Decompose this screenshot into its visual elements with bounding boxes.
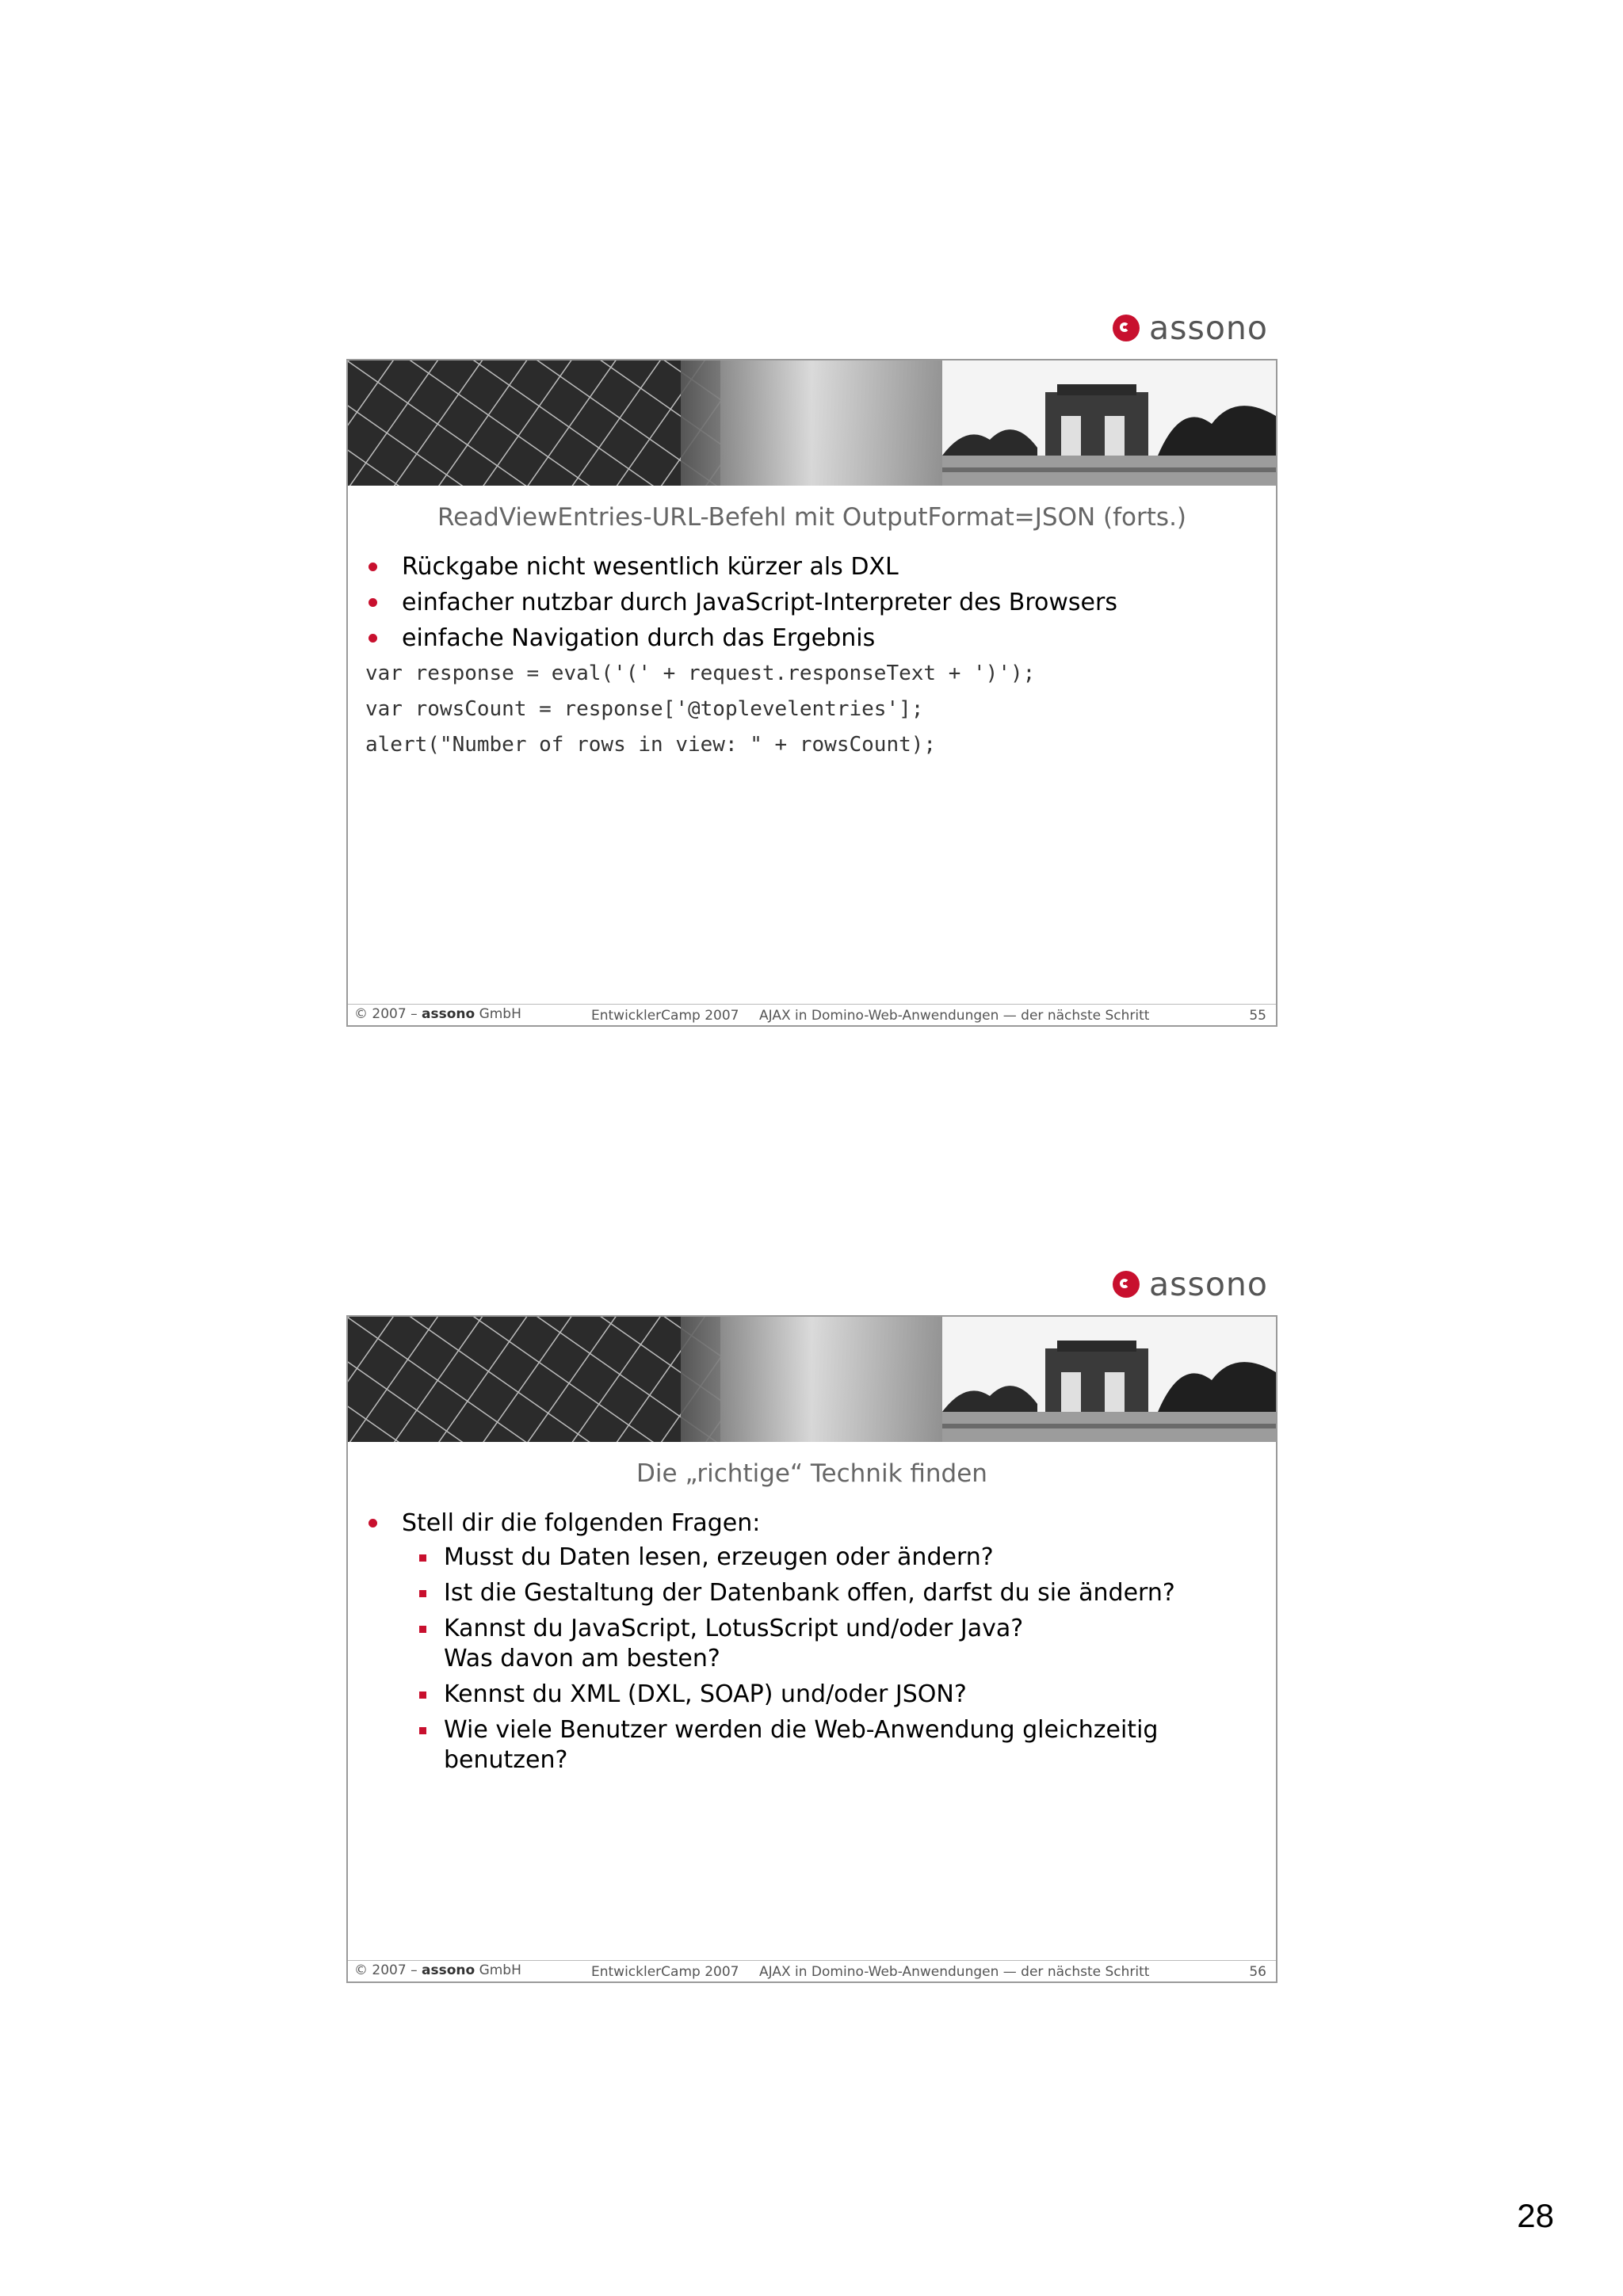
- slide-content: [365, 1505, 1260, 1781]
- sub-bullet-text: Musst du Daten lesen, erzeugen oder ändern?: [444, 1543, 994, 1571]
- footer-copyright: © 2007 – assono GmbH: [354, 1006, 521, 1022]
- bullet-item: [365, 1505, 1260, 1541]
- square-bullet-icon: [419, 1727, 426, 1734]
- bullet-item: [365, 585, 1260, 620]
- bullet-text: einfacher nutzbar durch JavaScript-Interpreter des Browsers: [402, 589, 1117, 616]
- assono-logo-icon: [1113, 1271, 1140, 1298]
- slide-55: [346, 359, 1277, 1027]
- bullet-text: einfache Navigation durch das Ergebnis: [402, 624, 876, 652]
- sub-bullet-item: [365, 1543, 1260, 1573]
- bullet-dot-icon: [369, 598, 377, 607]
- footer-copyright: © 2007 – assono GmbH: [354, 1962, 521, 1978]
- code-line: var rowsCount = response['@toplevelentries'];: [365, 697, 924, 721]
- sub-bullet-text: Wie viele Benutzer werden die Web-Anwendung gleichzeitig benutzen?: [444, 1716, 1159, 1774]
- code-line: var response = eval('(' + request.responseText + ')');: [365, 662, 1036, 685]
- slide-title: Die „richtige“ Technik finden: [636, 1459, 987, 1488]
- square-bullet-icon: [419, 1691, 426, 1699]
- slide-56: [346, 1315, 1277, 1983]
- logo-text: assono: [1149, 309, 1269, 347]
- sub-bullet-text: Kennst du XML (DXL, SOAP) und/oder JSON?: [444, 1680, 967, 1708]
- bullet-text: Stell dir die folgenden Fragen:: [402, 1509, 761, 1537]
- sub-bullet-item: [365, 1680, 1260, 1710]
- sub-bullet-text: Ist die Gestaltung der Datenbank offen, darfst du sie ändern?: [444, 1579, 1175, 1607]
- assono-logo: [1113, 1265, 1268, 1303]
- slide-number: 55: [1249, 1008, 1266, 1024]
- logo-text: assono: [1149, 1265, 1269, 1303]
- bullet-text: Rückgabe nicht wesentlich kürzer als DXL: [402, 553, 899, 581]
- footer-event: EntwicklerCamp 2007: [591, 1964, 739, 1980]
- footer-topic: AJAX in Domino-Web-Anwendungen — der nächste Schritt: [759, 1964, 1150, 1980]
- square-bullet-icon: [419, 1626, 426, 1633]
- slide-number: 56: [1249, 1964, 1266, 1980]
- bullet-item: [365, 549, 1260, 585]
- square-bullet-icon: [419, 1590, 426, 1597]
- sub-bullet-item: [365, 1614, 1260, 1674]
- assono-logo: [1113, 309, 1268, 347]
- page-number: 28: [1517, 2197, 1554, 2234]
- slide-footer: [348, 1960, 1276, 1981]
- footer-topic: AJAX in Domino-Web-Anwendungen — der nächste Schritt: [759, 1008, 1150, 1024]
- square-bullet-icon: [419, 1554, 426, 1562]
- bullet-dot-icon: [369, 1519, 377, 1527]
- slide-title: ReadViewEntries-URL-Befehl mit OutputFormat=JSON (forts.): [437, 503, 1187, 532]
- bullet-item: [365, 620, 1260, 656]
- sub-bullet-list: [365, 1543, 1260, 1775]
- footer-event: EntwicklerCamp 2007: [591, 1008, 739, 1024]
- sub-bullet-item: [365, 1578, 1260, 1608]
- assono-logo-icon: [1113, 315, 1140, 341]
- bullet-dot-icon: [369, 634, 377, 643]
- louvre-banner-image: [348, 1317, 1276, 1442]
- sub-bullet-item: [365, 1715, 1260, 1775]
- slide-footer: [348, 1004, 1276, 1025]
- louvre-banner-image: [348, 360, 1276, 486]
- bullet-dot-icon: [369, 563, 377, 571]
- code-line: alert("Number of rows in view: " + rowsCount);: [365, 733, 937, 757]
- slide-content: [365, 549, 1260, 763]
- sub-bullet-text: Kannst du JavaScript, LotusScript und/oder Java? Was davon am besten?: [444, 1615, 1024, 1672]
